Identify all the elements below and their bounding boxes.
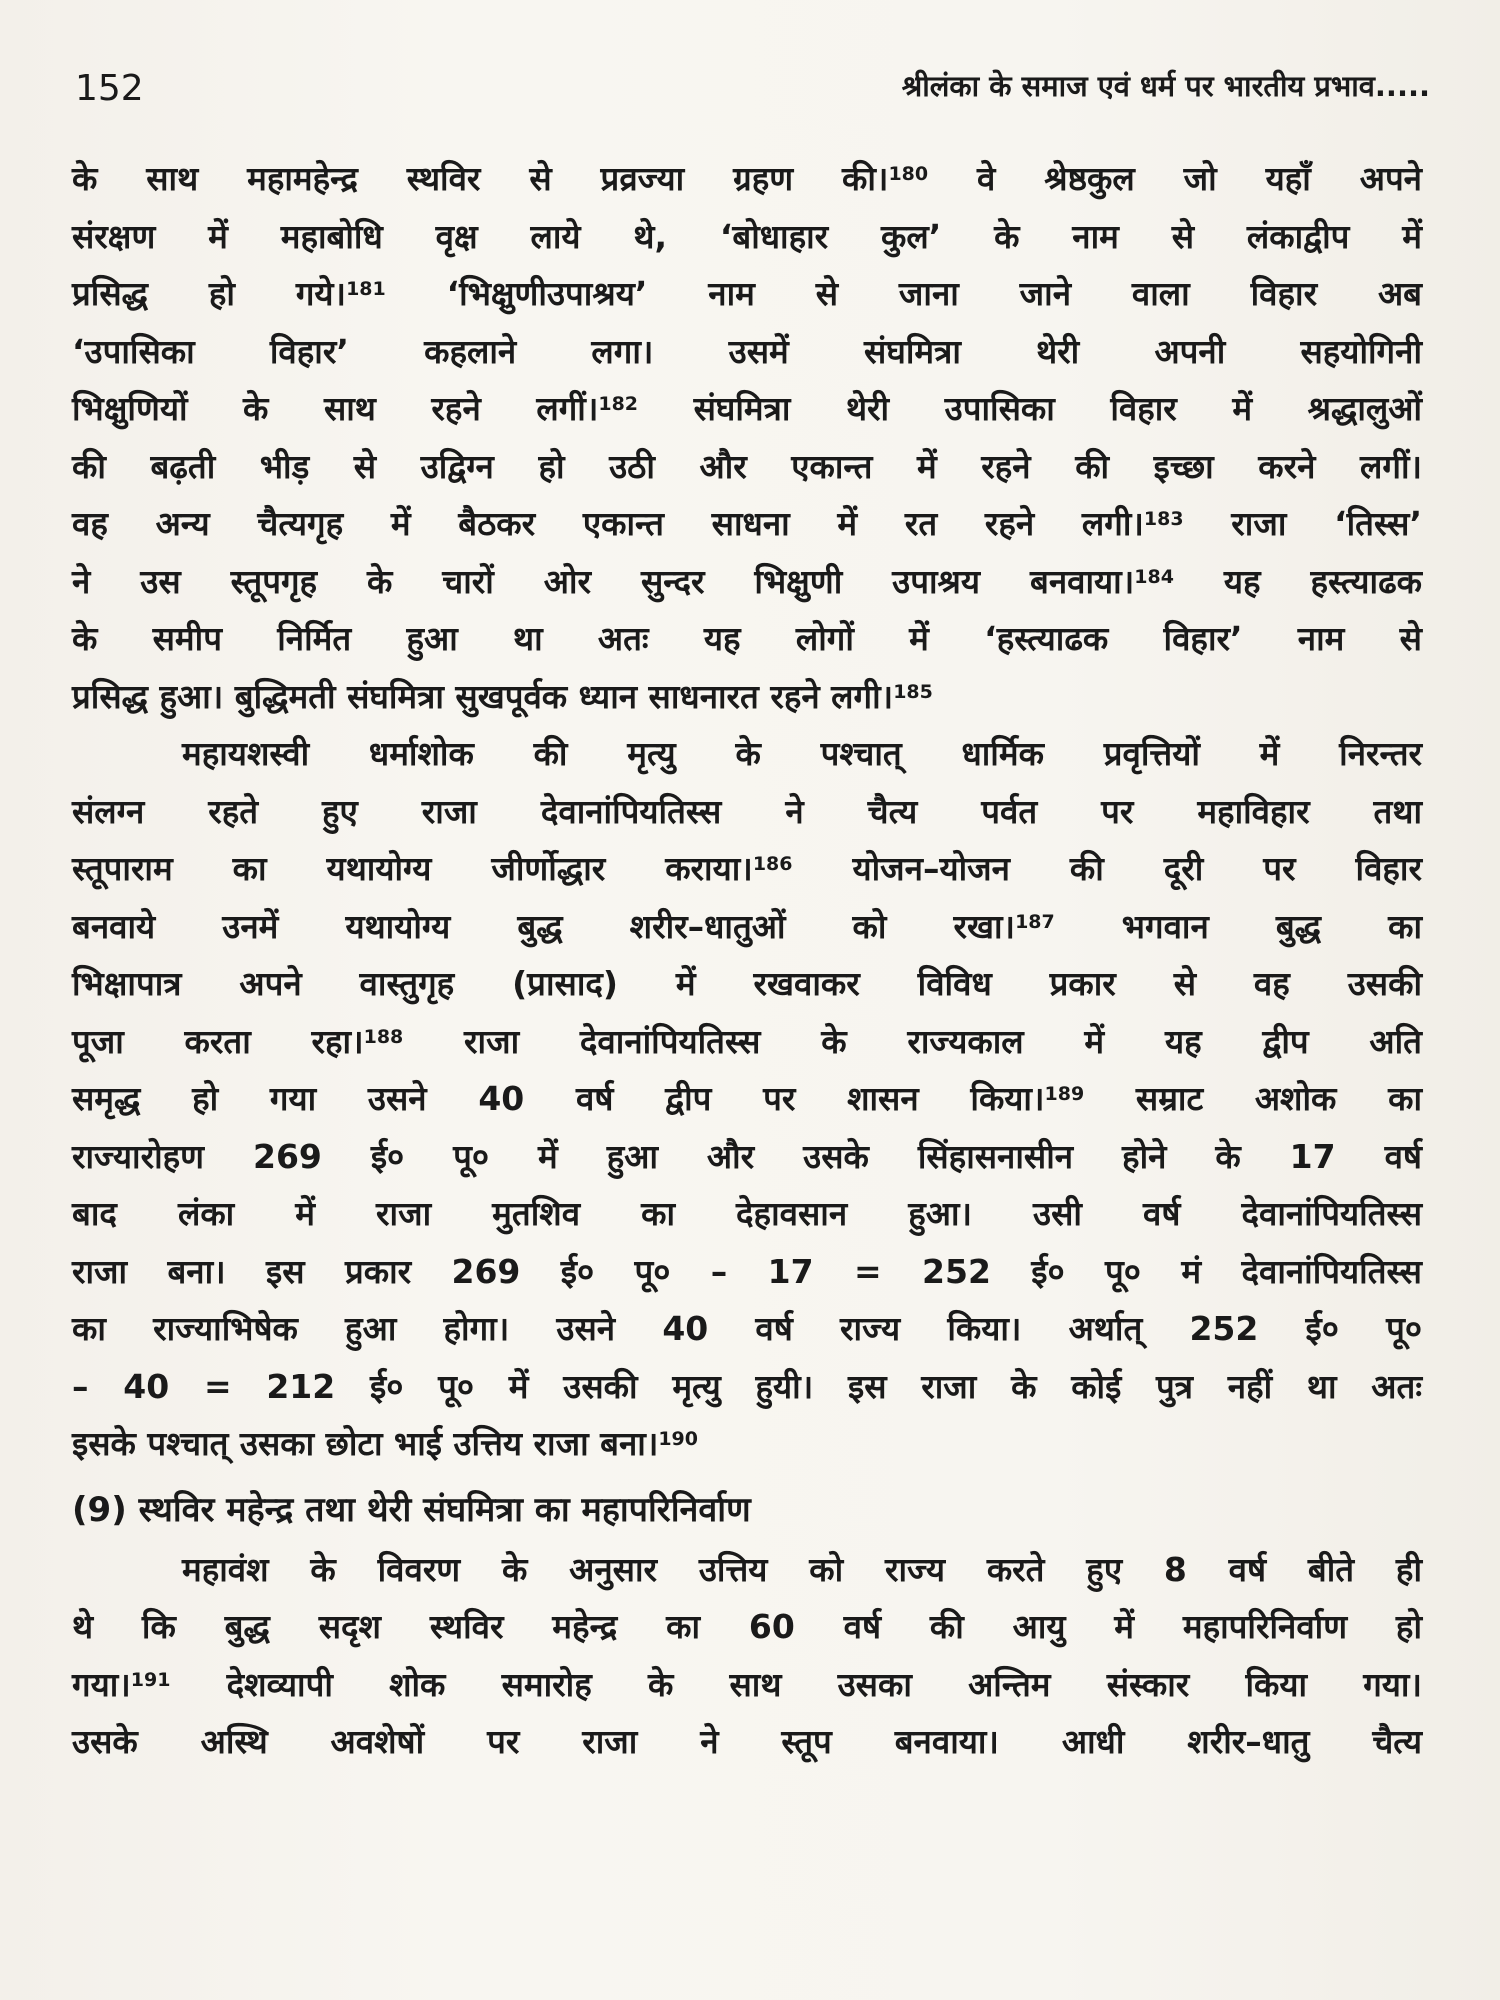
body-text — [72, 150, 1422, 1771]
running-title: श्रीलंका के समाज एवं धर्म पर भारतीय प्रभाव..... — [901, 69, 1430, 103]
text-line: की बढ़ती भीड़ से उद्विग्न हो उठी और एकान्त में रहने की इच्छा करने लगीं। — [72, 446, 1422, 486]
text-line: के समीप निर्मित हुआ था अतः यह लोगों में ‘हस्त्याढक विहार’ नाम से — [72, 619, 1422, 658]
text-line: भिक्षुणियों के साथ रहने लगीं।$^{182}$ संघमित्रा थेरी उपासिका विहार में श्रद्धालुओं — [72, 389, 1422, 428]
footnote-ref: 189 — [1044, 1083, 1085, 1105]
text-line: वह अन्य चैत्यगृह में बैठकर एकान्त साधना में रत रहने लगी।$^{183}$ राजा ‘तिस्स’ — [72, 504, 1422, 543]
footnote-ref: 181 — [346, 278, 386, 300]
text-line: इसके पश्चात् उसका छोटा भाई उत्तिय राजा बना।$^{190}$ — [72, 1424, 698, 1463]
text-line: थे कि बुद्ध सदृश स्थविर महेन्द्र का 60 वर्ष की आयु में महापरिनिर्वाण हो — [72, 1607, 1422, 1646]
text-line: उसके अस्थि अवशेषों पर राजा ने स्तूप बनवाया। आधी शरीर–धातु चैत्य — [72, 1722, 1422, 1761]
text-line: संलग्न रहते हुए राजा देवानांपियतिस्स ने चैत्य पर्वत पर महाविहार तथा — [72, 791, 1422, 831]
text-line: संरक्षण में महाबोधि वृक्ष लाये थे, ‘बोधाहार कुल’ के नाम से लंकाद्वीप में — [72, 216, 1422, 256]
text-line: स्तूपाराम का यथायोग्य जीर्णोद्धार कराया।$^{186}$ योजन–योजन की दूरी पर विहार — [72, 849, 1422, 888]
footnote-ref: 188 — [363, 1025, 404, 1048]
text-line: प्रसिद्ध हुआ। बुद्धिमती संघमित्रा सुखपूर्वक ध्यान साधनारत रहने लगी।$^{185}$ — [72, 676, 933, 716]
paragraph-start-line: महायशस्वी धर्माशोक की मृत्यु के पश्चात् धार्मिक प्रवृत्तियों में निरन्तर — [182, 734, 1422, 773]
text-line: – 40 = 212 ई० पू० में उसकी मृत्यु हुयी। इस राजा के कोई पुत्र नहीं था अतः — [72, 1366, 1422, 1406]
footnote-ref: 191 — [130, 1668, 171, 1691]
footnote-ref: 184 — [1134, 565, 1174, 588]
text-line: राजा बना। इस प्रकार 269 ई० पू० – 17 = 252 ई० पू० मं देवानांपियतिस्स — [72, 1251, 1422, 1291]
text-line: ने उस स्तूपगृह के चारों ओर सुन्दर भिक्षुणी उपाश्रय बनवाया।$^{184}$ यह हस्त्याढक — [72, 561, 1422, 601]
text-line: ‘उपासिका विहार’ कहलाने लगा। उसमें संघमित्रा थेरी अपनी सहयोगिनी — [72, 331, 1422, 371]
text-line: बनवाये उनमें यथायोग्य बुद्ध शरीर–धातुओं को रखा।$^{187}$ भगवान बुद्ध का — [72, 906, 1422, 946]
section-heading: (9) स्थविर महेन्द्र तथा थेरी संघमित्रा का महापरिनिर्वाण — [72, 1489, 751, 1530]
footnote-ref: 185 — [893, 680, 933, 703]
text-line: समृद्ध हो गया उसने 40 वर्ष द्वीप पर शासन किया।$^{189}$ सम्राट अशोक का — [72, 1079, 1422, 1118]
text-line: का राज्याभिषेक हुआ होगा। उसने 40 वर्ष राज्य किया। अर्थात् 252 ई० पू० — [72, 1309, 1422, 1348]
text-line: बाद लंका में राजा मुतशिव का देहावसान हुआ। उसी वर्ष देवानांपियतिस्स — [72, 1194, 1422, 1233]
text-line: गया।$^{191}$ देशव्यापी शोक समारोह के साथ उसका अन्तिम संस्कार किया गया। — [72, 1664, 1422, 1704]
footnote-ref: 180 — [888, 163, 929, 185]
page-number: 152 — [75, 68, 144, 109]
footnote-ref: 190 — [658, 1428, 698, 1450]
footnote-ref: 186 — [752, 853, 793, 875]
text-line: प्रसिद्ध हो गये।$^{181}$ ‘भिक्षुणीउपाश्रय’ नाम से जाना जाने वाला विहार अब — [72, 274, 1423, 313]
text-line: पूजा करता रहा।$^{188}$ राजा देवानांपियतिस्स के राज्यकाल में यह द्वीप अति — [72, 1021, 1422, 1061]
page-header — [75, 62, 1430, 122]
footnote-ref: 183 — [1143, 508, 1184, 530]
footnote-ref: 182 — [598, 393, 639, 415]
text-line: भिक्षापात्र अपने वास्तुगृह (प्रासाद) में रखवाकर विविध प्रकार से वह उसकी — [72, 964, 1422, 1003]
text-line: राज्यारोहण 269 ई० पू० में हुआ और उसके सिंहासनासीन होने के 17 वर्ष — [72, 1136, 1422, 1176]
footnote-ref: 187 — [1015, 910, 1055, 933]
text-line: के साथ महामहेन्द्र स्थविर से प्रव्रज्या ग्रहण की।$^{180}$ वे श्रेष्ठकुल जो यहाँ अपने — [72, 159, 1422, 198]
paragraph-start-line: महावंश के विवरण के अनुसार उत्तिय को राज्य करते हुए 8 वर्ष बीते ही — [182, 1549, 1422, 1589]
